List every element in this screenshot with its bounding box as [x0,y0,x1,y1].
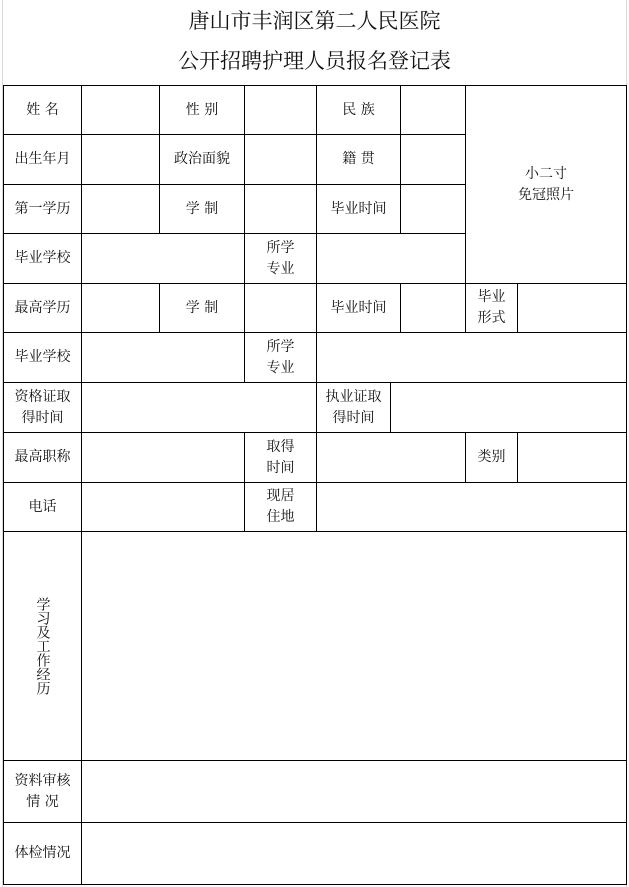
label-name: 姓 名 [3,85,82,135]
label-experience: 学习及工作经历 [34,597,51,695]
label-grad-time-2: 毕业时间 [316,283,401,333]
field-major-2[interactable] [316,332,627,383]
label-school-2: 毕业学校 [3,332,82,383]
label-obtain-time: 取得 时间 [244,432,317,483]
label-title-rank: 最高职称 [3,432,82,483]
label-medical: 体检情况 [3,822,82,885]
label-qualification-time: 资格证取 得时间 [3,382,82,433]
field-birth[interactable] [81,134,160,185]
label-political: 政治面貌 [159,134,245,185]
field-schooling-years-1[interactable] [244,184,317,234]
field-experience[interactable] [81,531,627,761]
label-schooling-years-1: 学 制 [159,184,245,234]
field-name[interactable] [81,85,160,135]
field-medical[interactable] [81,822,627,885]
field-address[interactable] [316,482,627,532]
field-ethnicity[interactable] [400,85,466,135]
label-experience-cell [3,531,82,761]
form-title-line2: 公开招聘护理人员报名登记表 [178,49,451,73]
label-gender: 性 别 [159,85,245,135]
form-title-line1: 唐山市丰润区第二人民医院 [188,9,441,33]
photo-box: 小二寸 免冠照片 [465,85,627,284]
label-grad-time-1: 毕业时间 [316,184,401,234]
label-grad-form: 毕业 形式 [465,283,518,333]
field-title-rank[interactable] [81,432,245,483]
label-ethnicity: 民 族 [316,85,401,135]
label-birth: 出生年月 [3,134,82,185]
label-highest-degree: 最高学历 [3,283,82,333]
field-obtain-time[interactable] [316,432,466,483]
field-school-1[interactable] [81,233,245,284]
field-grad-form[interactable] [517,283,627,333]
field-license-time[interactable] [390,382,627,433]
label-major-1: 所学 专业 [244,233,317,284]
field-schooling-years-2[interactable] [244,283,317,333]
field-school-2[interactable] [81,332,245,383]
label-license-time: 执业证取 得时间 [316,382,391,433]
field-gender[interactable] [244,85,317,135]
field-political[interactable] [244,134,317,185]
field-phone[interactable] [81,482,245,532]
field-highest-degree[interactable] [81,283,160,333]
label-native-place: 籍 贯 [316,134,401,185]
field-grad-time-2[interactable] [400,283,466,333]
label-review: 资料审核 情 况 [3,760,82,823]
field-native-place[interactable] [400,134,466,185]
label-school-1: 毕业学校 [3,233,82,284]
field-category[interactable] [517,432,627,483]
field-qualification-time[interactable] [81,382,317,433]
label-major-2: 所学 专业 [244,332,317,383]
field-major-1[interactable] [316,233,466,284]
label-category: 类别 [465,432,518,483]
label-address: 现居 住地 [244,482,317,532]
field-review[interactable] [81,760,627,823]
label-first-degree: 第一学历 [3,184,82,234]
label-phone: 电话 [3,482,82,532]
label-schooling-years-2: 学 制 [159,283,245,333]
field-first-degree[interactable] [81,184,160,234]
field-grad-time-1[interactable] [400,184,466,234]
